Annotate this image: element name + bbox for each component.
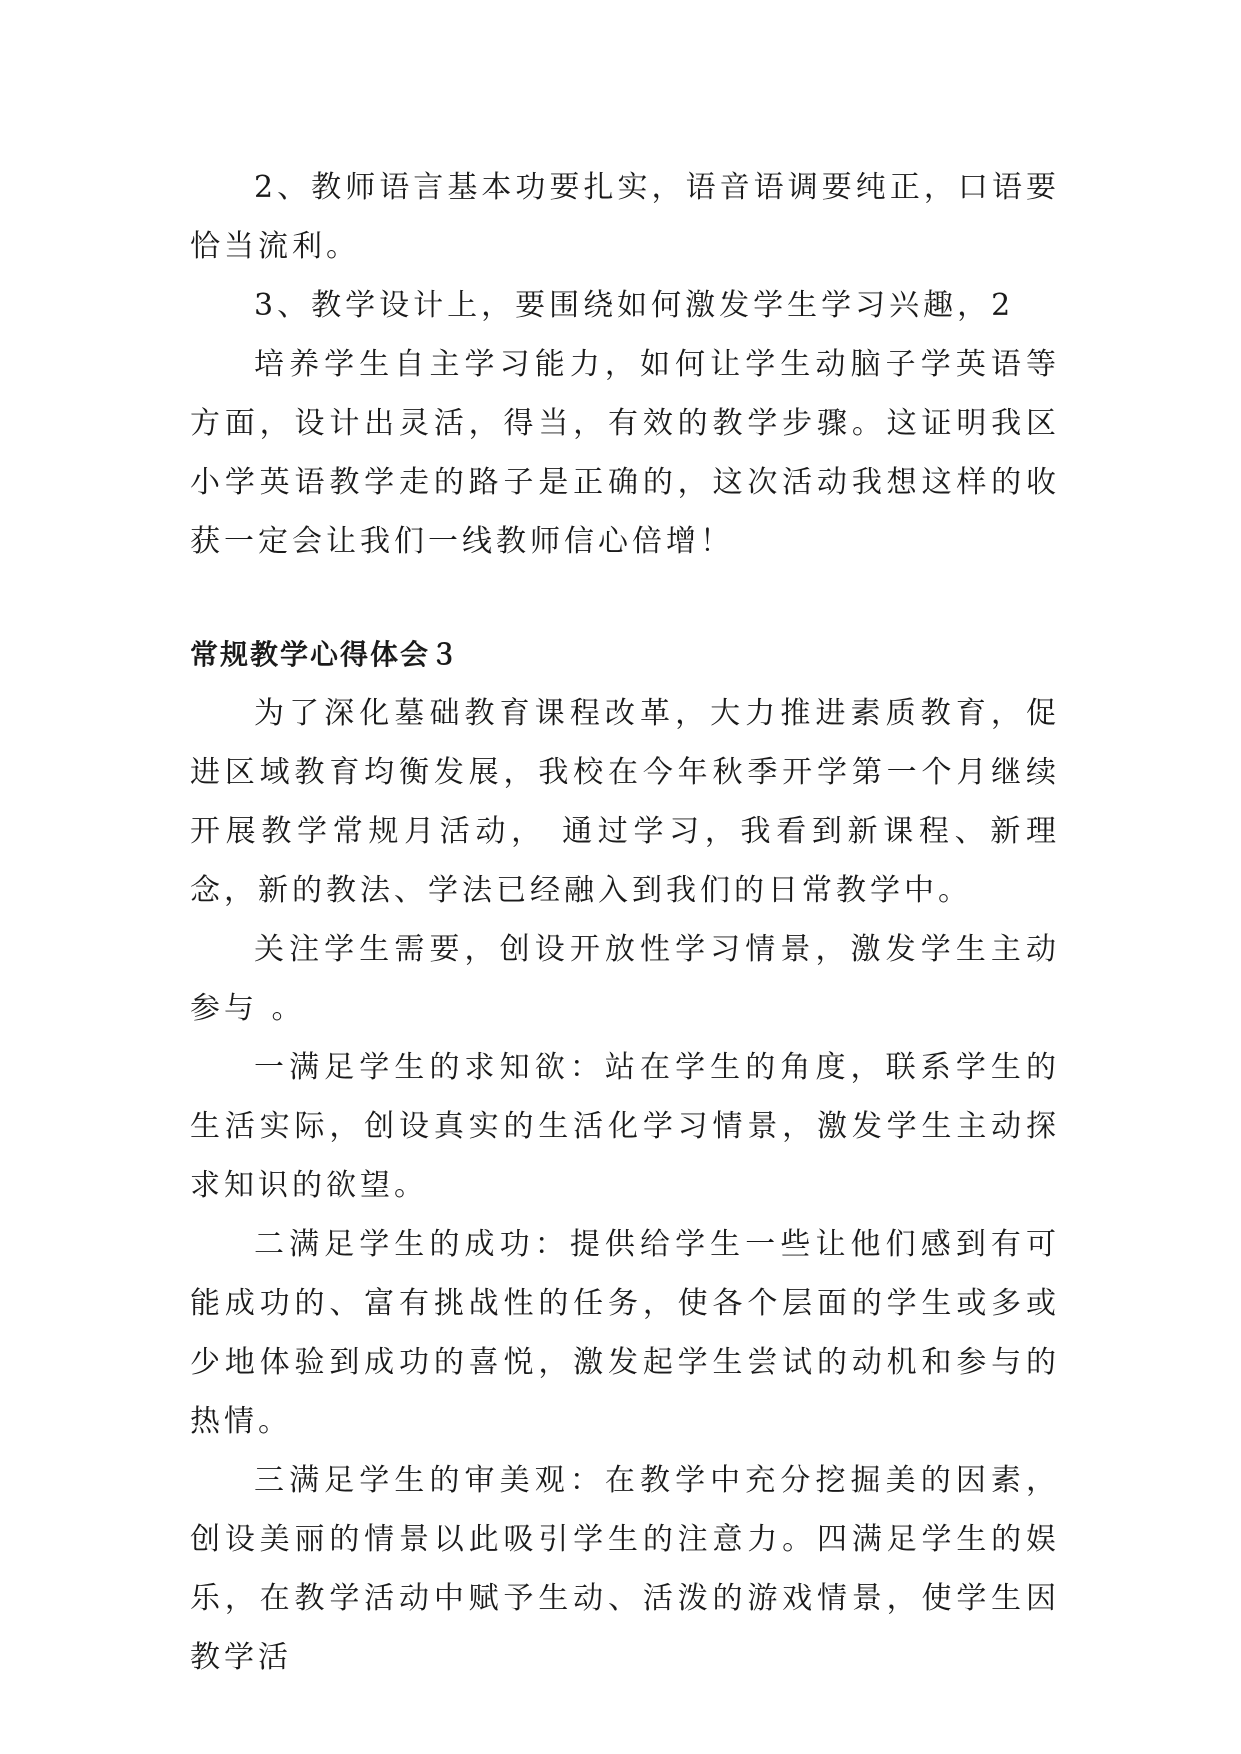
paragraph: 2、教师语言基本功要扎实，语音语调要纯正，口语要恰当流利。 <box>190 170 1060 264</box>
paragraph: 三满足学生的审美观：在教学中充分挖掘美的因素，创设美丽的情景以此吸引学生的注意力。四满足学生的娱乐，在教学活动中赋予生动、活泼的游戏情景，使学生因教学活 <box>190 1463 1060 1675</box>
paragraph: 培养学生自主学习能力，如何让学生动脑子学英语等方面，设计出灵活，得当，有效的教学步骤。这证明我区小学英语教学走的路子是正确的，这次活动我想这样的收获一定会让我们一线教师信心倍增！ <box>190 347 1060 559</box>
document-page <box>190 158 1060 1687</box>
paragraph: 一满足学生的求知欲：站在学生的角度，联系学生的生活实际，创设真实的生活化学习情景，激发学生主动探求知识的欲望。 <box>190 1050 1060 1203</box>
paragraph: 关注学生需要，创设开放性学习情景，激发学生主动参与 。 <box>190 932 1060 1026</box>
paragraph: 为了深化墓础教育课程改革，大力推进素质教育，促进区域教育均衡发展，我校在今年秋季开学第一个月继续开展教学常规月活动， 通过学习，我看到新课程、新理念，新的教法、学法已经融入到我们的日常教学中。 <box>190 696 1060 908</box>
paragraph: 二满足学生的成功：提供给学生一些让他们感到有可能成功的、富有挑战性的任务，使各个层面的学生或多或少地体验到成功的喜悦，激发起学生尝试的动机和参与的热情。 <box>190 1227 1060 1439</box>
paragraph: 3、教学设计上，要围绕如何激发学生学习兴趣，2 <box>254 288 1015 323</box>
section-heading: 常规教学心得体会３ <box>190 638 461 671</box>
